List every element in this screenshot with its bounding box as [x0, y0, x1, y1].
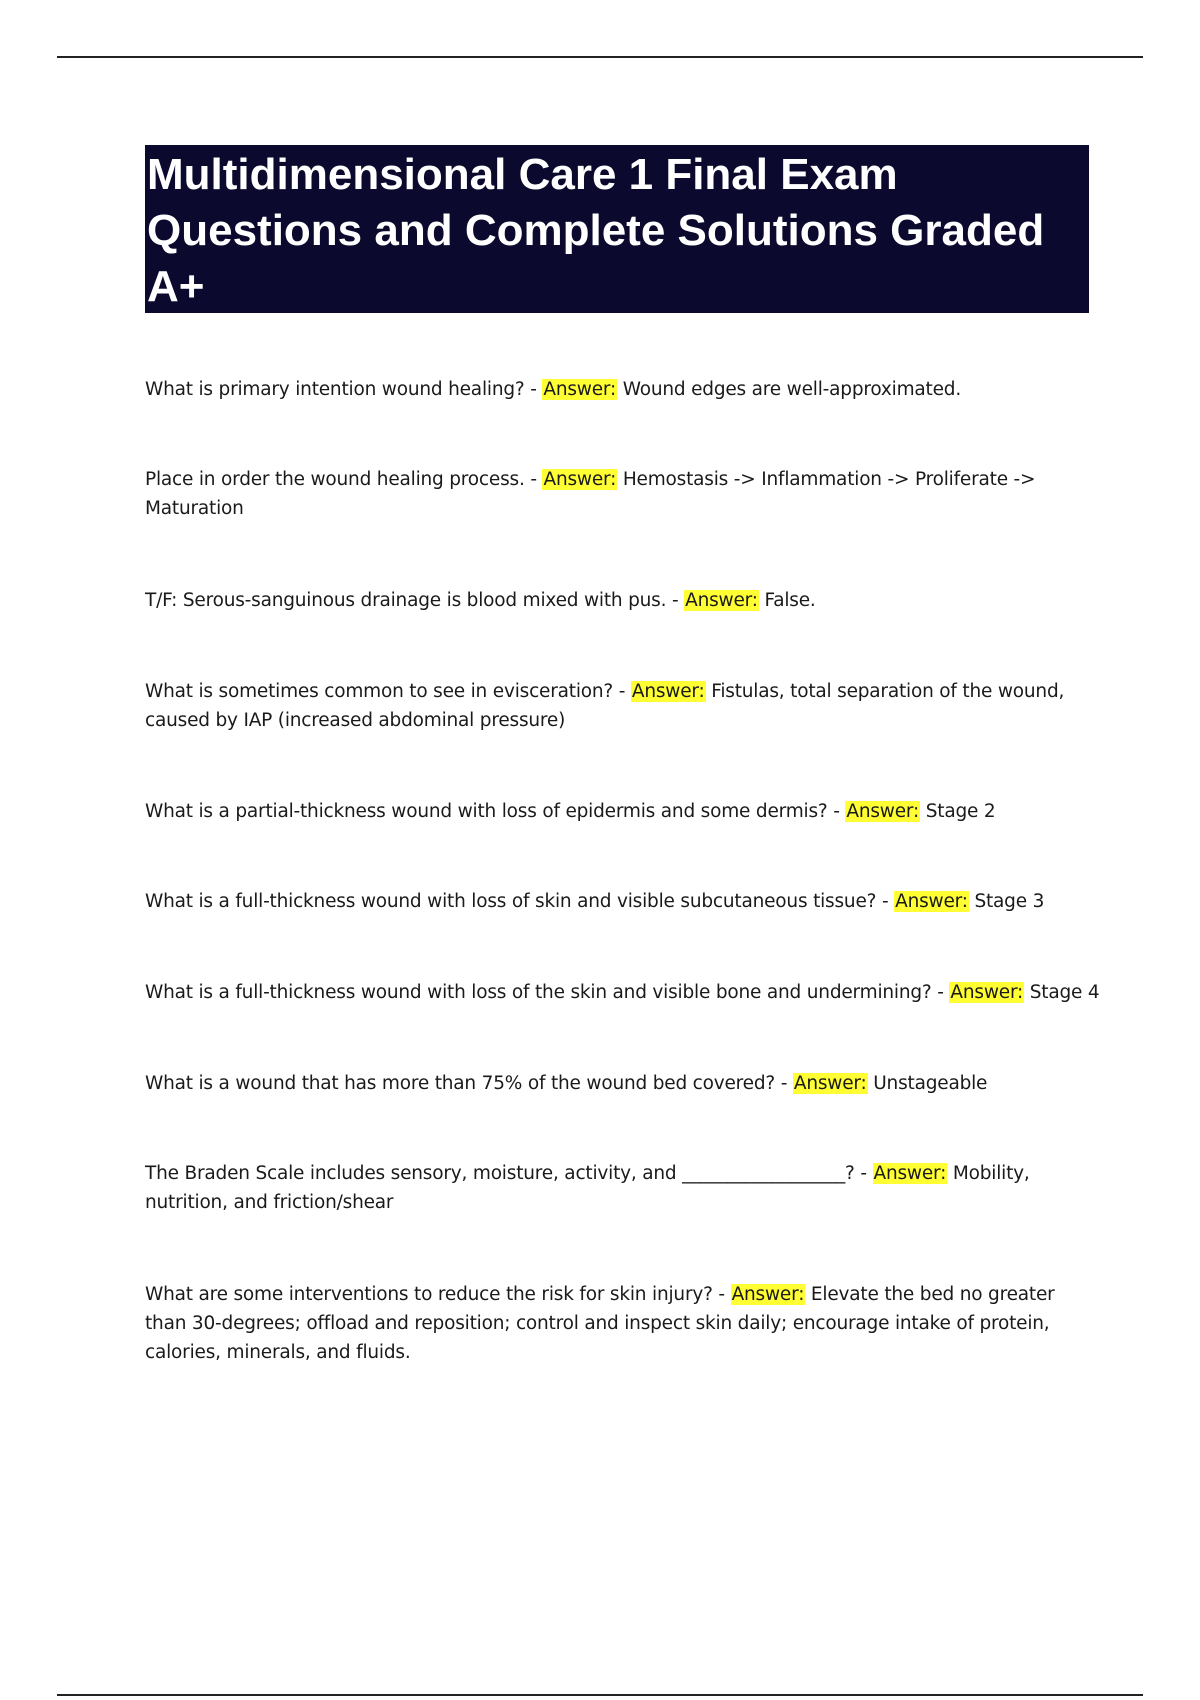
separator: -	[854, 1162, 873, 1184]
answer-text: Mobility, nutrition, and friction/shear	[145, 1162, 1030, 1213]
answer-text: Hemostasis -> Inflammation -> Proliferate -> Maturation	[145, 468, 1036, 519]
separator: -	[931, 981, 950, 1003]
answer-label: Answer:	[793, 1072, 867, 1094]
question-text: What is a full-thickness wound with loss of the skin and visible bone and undermining?	[145, 981, 932, 1003]
answer-label: Answer:	[731, 1283, 805, 1305]
answer-text: Fistulas, total separation of the wound, caused by IAP (increased abdominal pressure)	[145, 680, 1065, 731]
qa-item	[145, 887, 1100, 916]
top-rule	[57, 56, 1143, 58]
separator: -	[666, 589, 685, 611]
qa-item	[145, 978, 1100, 1007]
document-title: Multidimensional Care 1 Final Exam Questions and Complete Solutions Graded A+	[147, 150, 1045, 311]
separator: -	[712, 1283, 731, 1305]
qa-item	[145, 586, 1100, 615]
answer-label: Answer:	[543, 468, 617, 490]
answer-label: Answer:	[873, 1162, 947, 1184]
answer-label: Answer:	[950, 981, 1024, 1003]
answer-label: Answer:	[631, 680, 705, 702]
answer-text: Wound edges are well-approximated.	[622, 378, 962, 400]
question-text: What are some interventions to reduce the risk for skin injury?	[145, 1283, 713, 1305]
answer-text: False.	[764, 589, 816, 611]
answer-text: Unstageable	[873, 1072, 988, 1094]
title-banner	[145, 145, 1089, 313]
qa-item	[145, 465, 1100, 523]
question-text: What is a partial-thickness wound with loss of epidermis and some dermis?	[145, 800, 828, 822]
answer-text: Stage 2	[925, 800, 996, 822]
answer-label: Answer:	[846, 800, 920, 822]
answer-text: Stage 3	[974, 890, 1045, 912]
answer-text: Elevate the bed no greater than 30-degrees; offload and reposition; control and inspect skin daily; encourage intake of protein, calories, minerals, and fluids.	[145, 1283, 1055, 1363]
answer-label: Answer:	[685, 589, 758, 611]
answer-text: Stage 4	[1029, 981, 1100, 1003]
qa-item	[145, 1069, 1100, 1098]
separator: -	[524, 378, 543, 400]
qa-item	[145, 797, 1100, 826]
question-text: What is sometimes common to see in evisceration?	[145, 680, 614, 702]
qa-item	[145, 375, 1100, 404]
separator: -	[876, 890, 895, 912]
question-text: Place in order the wound healing process.	[145, 468, 525, 490]
separator: -	[613, 680, 631, 702]
question-text: T/F: Serous-sanguinous drainage is blood mixed with pus.	[145, 589, 667, 611]
qa-item	[145, 1159, 1100, 1217]
answer-label: Answer:	[543, 378, 617, 400]
question-text: What is primary intention wound healing?	[145, 378, 525, 400]
separator: -	[827, 800, 846, 822]
question-text: What is a full-thickness wound with loss of skin and visible subcutaneous tissue?	[145, 890, 877, 912]
bottom-rule	[57, 1694, 1143, 1696]
question-text: What is a wound that has more than 75% of the wound bed covered?	[145, 1072, 776, 1094]
separator: -	[775, 1072, 793, 1094]
answer-label: Answer:	[895, 890, 968, 912]
separator: -	[524, 468, 543, 490]
question-text: The Braden Scale includes sensory, moisture, activity, and __________________?	[145, 1162, 855, 1184]
qa-item	[145, 1280, 1100, 1367]
qa-item	[145, 677, 1100, 735]
